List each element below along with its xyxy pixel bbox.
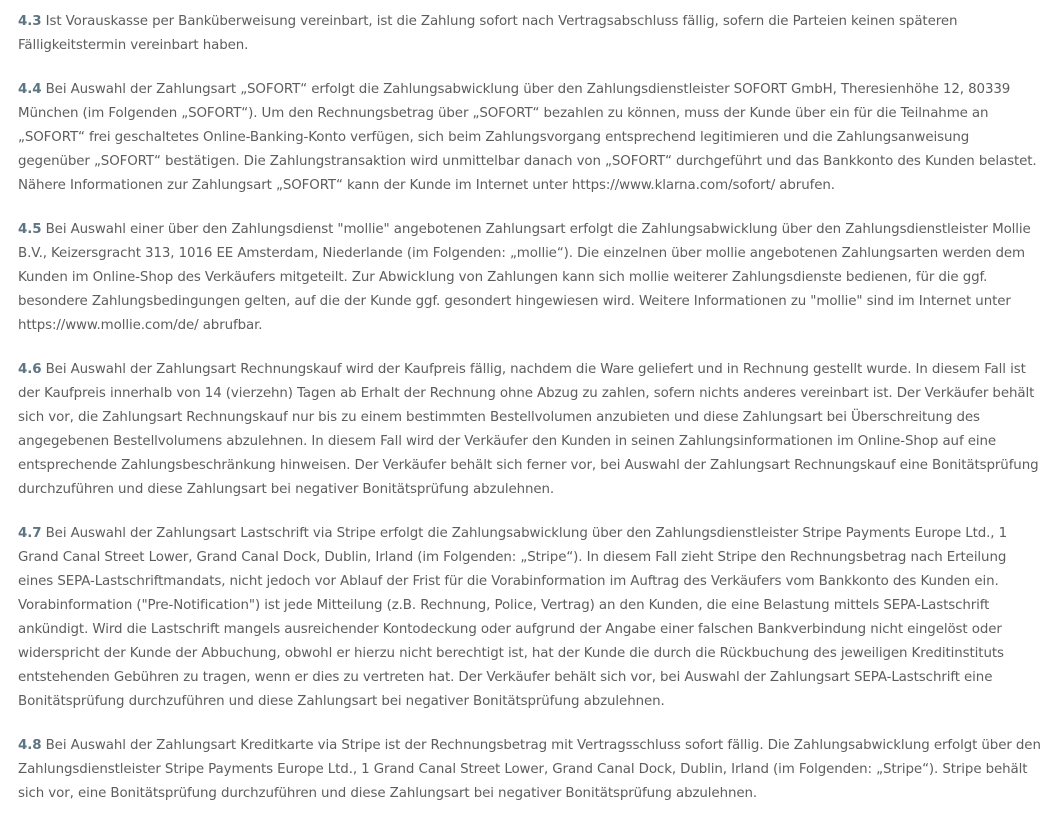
clause-4-7 <box>18 522 1042 714</box>
clause-number: 4.8 <box>18 738 42 753</box>
clause-number: 4.7 <box>18 526 42 541</box>
clause-4-5 <box>18 218 1042 338</box>
terms-document <box>18 10 1042 826</box>
clause-number: 4.4 <box>18 82 42 97</box>
clause-4-4 <box>18 78 1042 198</box>
clause-text: Bei Auswahl der Zahlungsart Lastschrift via Stripe erfolgt die Zahlungsabwicklung über den Zahlungsdienstleister Stripe Payments Europe Ltd., 1 Grand Canal Street Lower, Grand Canal Dock, Dublin, Irland (im Folgenden: „Stripe“). In diesem Fall zieht Stripe den Rechnungsbetrag nach Erteilung eines SEPA-Lastschriftmandats, nicht jedoch vor Ablauf der Frist für die Vorabinformation im Auftrag des Verkäufers vom Bankkonto des Kunden ein. Vorabinformation ("Pre-Notification") ist jede Mitteilung (z.B. Rechnung, Police, Vertrag) an den Kunden, die eine Belastung mittels SEPA-Lastschrift ankündigt. Wird die Lastschrift mangels ausreichender Kontodeckung oder aufgrund der Angabe einer falschen Bankverbindung nicht eingelöst oder widerspricht der Kunde der Abbuchung, obwohl er hierzu nicht berechtigt ist, hat der Kunde die durch die Rückbuchung des jeweiligen Kreditinstituts entstehenden Gebühren zu tragen, wenn er dies zu vertreten hat. Der Verkäufer behält sich vor, bei Auswahl der Zahlungsart SEPA-Lastschrift eine Bonitätsprüfung durchzuführen und diese Zahlungsart bei negativer Bonitätsprüfung abzulehnen. <box>18 526 1008 709</box>
clause-text: Bei Auswahl einer über den Zahlungsdienst "mollie" angebotenen Zahlungsart erfolgt die Zahlungsabwicklung über den Zahlungsdienstleister Mollie B.V., Keizersgracht 313, 1016 EE Amsterdam, Niederlande (im Folgenden: „mollie“). Die einzelnen über mollie angebotenen Zahlungsarten werden dem Kunden im Online-Shop des Verkäufers mitgeteilt. Zur Abwicklung von Zahlungen kann sich mollie weiterer Zahlungsdienste bedienen, für die ggf. besondere Zahlungsbedingungen gelten, auf die der Kunde ggf. gesondert hingewiesen wird. Weitere Informationen zu "mollie" sind im Internet unter https://www.mollie.com/de/ abrufbar. <box>18 222 1031 333</box>
clause-4-6 <box>18 358 1042 502</box>
clause-text: Bei Auswahl der Zahlungsart Kreditkarte via Stripe ist der Rechnungsbetrag mit Vertragsschluss sofort fällig. Die Zahlungsabwicklung erfolgt über den Zahlungsdienstleister Stripe Payments Europe Ltd., 1 Grand Canal Street Lower, Grand Canal Dock, Dublin, Irland (im Folgenden: „Stripe“). Stripe behält sich vor, eine Bonitätsprüfung durchzuführen und diese Zahlungsart bei negativer Bonitätsprüfung abzulehnen. <box>18 738 1041 801</box>
clause-number: 4.6 <box>18 362 42 377</box>
clause-4-3 <box>18 10 1042 58</box>
clause-text: Ist Vorauskasse per Banküberweisung vereinbart, ist die Zahlung sofort nach Vertragsabschluss fällig, sofern die Parteien keinen späteren Fälligkeitstermin vereinbart haben. <box>18 14 958 53</box>
clause-number: 4.3 <box>18 14 42 29</box>
clause-text: Bei Auswahl der Zahlungsart Rechnungskauf wird der Kaufpreis fällig, nachdem die Ware geliefert und in Rechnung gestellt wurde. In diesem Fall ist der Kaufpreis innerhalb von 14 (vierzehn) Tagen ab Erhalt der Rechnung ohne Abzug zu zahlen, sofern nichts anderes vereinbart ist. Der Verkäufer behält sich vor, die Zahlungsart Rechnungskauf nur bis zu einem bestimmten Bestellvolumen anzubieten und diese Zahlungsart bei Überschreitung des angegebenen Bestellvolumens abzulehnen. In diesem Fall wird der Verkäufer den Kunden in seinen Zahlungsinformationen im Online-Shop auf eine entsprechende Zahlungsbeschränkung hinweisen. Der Verkäufer behält sich ferner vor, bei Auswahl der Zahlungsart Rechnungskauf eine Bonitätsprüfung durchzuführen und diese Zahlungsart bei negativer Bonitätsprüfung abzulehnen. <box>18 362 1039 497</box>
clause-number: 4.5 <box>18 222 42 237</box>
clause-4-8 <box>18 734 1042 806</box>
clause-text: Bei Auswahl der Zahlungsart „SOFORT“ erfolgt die Zahlungsabwicklung über den Zahlungsdienstleister SOFORT GmbH, Theresienhöhe 12, 80339 München (im Folgenden „SOFORT“). Um den Rechnungsbetrag über „SOFORT“ bezahlen zu können, muss der Kunde über ein für die Teilnahme an „SOFORT“ frei geschaltetes Online-Banking-Konto verfügen, sich beim Zahlungsvorgang entsprechend legitimieren und die Zahlungsanweisung gegenüber „SOFORT“ bestätigen. Die Zahlungstransaktion wird unmittelbar danach von „SOFORT“ durchgeführt und das Bankkonto des Kunden belastet. Nähere Informationen zur Zahlungsart „SOFORT“ kann der Kunde im Internet unter https://www.klarna.com/sofort/ abrufen. <box>18 82 1037 193</box>
